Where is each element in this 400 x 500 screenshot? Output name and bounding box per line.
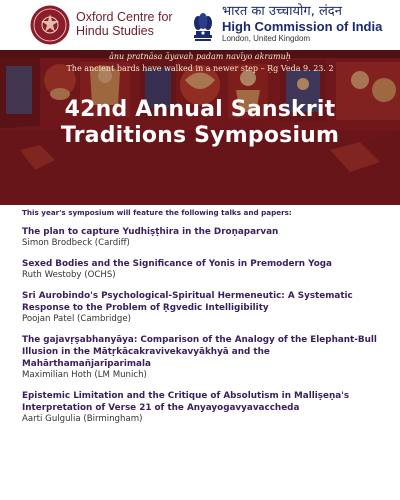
symposium-title-line2: Traditions Symposium <box>60 123 340 148</box>
talk-item <box>22 226 382 249</box>
hci-location: London, United Kingdom <box>222 34 311 43</box>
symposium-title <box>0 97 400 149</box>
hero-text <box>0 50 400 205</box>
talk-item <box>22 258 382 281</box>
header <box>0 0 400 50</box>
talks-section <box>22 208 382 434</box>
ochs-name-line1: Oxford Centre for <box>76 10 173 24</box>
talk-speaker: Ruth Westoby (OCHS) <box>22 270 116 280</box>
quote-transliteration: ānu pratnāsa āyavah padam navīyo akramuḥ <box>109 52 291 61</box>
talk-title: Epistemic Limitation and the Critique of Absolutism in Malliṣeṇa's Interpretation of Verse 21 of the Anyayogavyavaccheda <box>22 391 350 413</box>
ochs-logo <box>30 5 70 45</box>
hci-english-name: High Commission of India <box>222 19 383 34</box>
quote-translation: The ancient bards have walked in a newer step – Ṛg Veda 9. 23. 2 <box>66 64 334 73</box>
symposium-title-line1: 42nd Annual Sanskrit <box>64 97 336 122</box>
talk-speaker: Poojan Patel (Cambridge) <box>22 314 131 324</box>
india-emblem-icon <box>190 5 216 43</box>
hci-hindi-name: भारत का उच्चायोग, लंदन <box>222 4 342 19</box>
talk-speaker: Simon Brodbeck (Cardiff) <box>22 238 130 248</box>
ochs-name-line2: Hindu Studies <box>76 24 154 38</box>
talk-title: Sri Aurobindo's Psychological-Spiritual Hermeneutic: A Systematic Response to the Problem of Ṛgvedic Intelligibility <box>22 291 353 313</box>
talk-speaker: Aarti Gulgulia (Birmingham) <box>22 414 143 424</box>
talk-title: The gajavṛṣabhanyāya: Comparison of the Analogy of the Elephant-Bull Illusion in the Mātṛkācakravivekavyākhyā and the Mahārthamañjarīparimala <box>22 335 377 369</box>
talk-title: Sexed Bodies and the Significance of Yonis in Premodern Yoga <box>22 259 332 269</box>
hero-banner <box>0 50 400 205</box>
talk-title: The plan to capture Yudhiṣṭhira in the Droṇaparvan <box>22 227 279 237</box>
hci-block <box>222 4 382 44</box>
talk-item <box>22 334 382 381</box>
talk-item <box>22 390 382 425</box>
intro-text: This year's symposium will feature the following talks and papers: <box>22 208 292 217</box>
talk-item <box>22 290 382 325</box>
talk-speaker: Maximilian Hoth (LM Munich) <box>22 370 147 380</box>
ochs-name <box>76 10 173 38</box>
